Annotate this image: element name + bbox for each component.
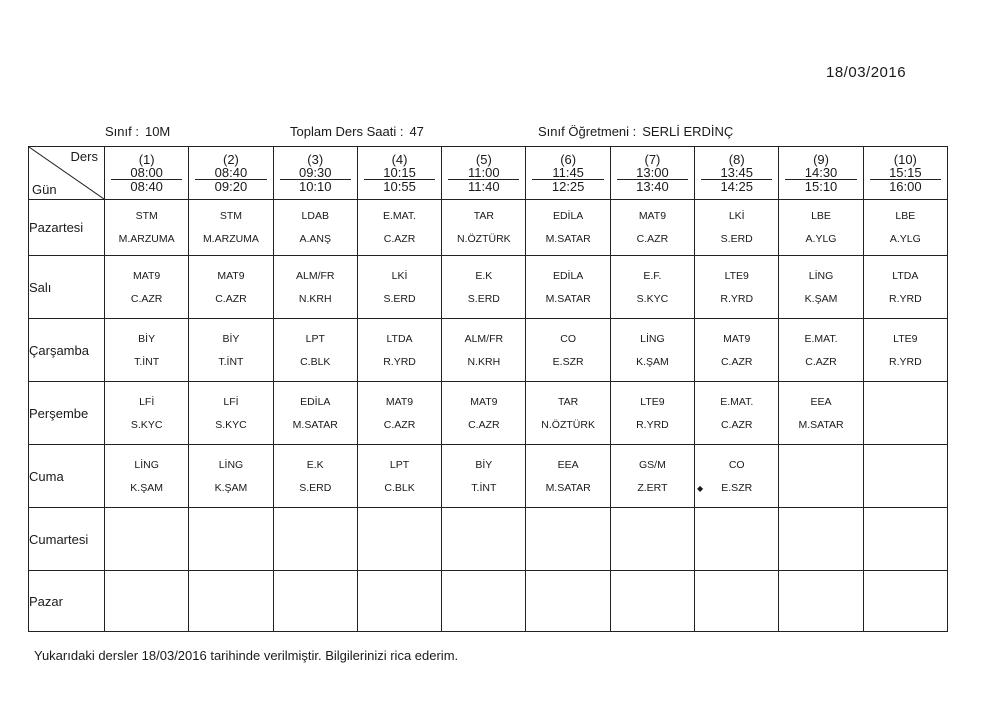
period-header xyxy=(610,147,694,200)
lesson-teacher: S.KYC xyxy=(636,292,669,305)
lesson-subject: EEA xyxy=(557,458,579,471)
lesson-teacher: R.YRD xyxy=(383,355,416,368)
lesson-teacher: S.ERD xyxy=(720,233,753,245)
lesson-cell xyxy=(779,445,863,508)
period-number: (1) xyxy=(138,152,155,167)
lesson-subject: STM xyxy=(135,210,158,222)
period-start: 08:40 xyxy=(214,165,248,180)
lesson-teacher: N.ÖZTÜRK xyxy=(457,233,511,245)
lesson-subject: E.MAT. xyxy=(720,395,754,408)
lesson-subject: EDİLA xyxy=(300,395,331,408)
period-start: 11:00 xyxy=(468,165,500,180)
period-number: (5) xyxy=(475,152,492,167)
lesson-subject: E.F. xyxy=(643,269,662,282)
lesson-cell xyxy=(863,571,947,632)
lesson-teacher: K.ŞAM xyxy=(636,355,669,368)
lesson-cell xyxy=(863,200,947,256)
lesson-cell xyxy=(695,256,779,319)
period-header xyxy=(779,147,863,200)
lesson-subject: LİNG xyxy=(640,332,665,345)
lesson-cell xyxy=(526,382,610,445)
lesson-cell xyxy=(357,256,441,319)
lesson-teacher: E.SZR xyxy=(721,481,753,494)
period-number: (8) xyxy=(728,152,745,167)
lesson-subject: LPT xyxy=(389,458,410,471)
corner-ders-label: Ders xyxy=(70,149,98,164)
period-header xyxy=(526,147,610,200)
lesson-teacher: N.KRH xyxy=(467,355,501,368)
day-label: Cumartesi xyxy=(29,508,105,571)
period-number: (7) xyxy=(644,152,661,167)
lesson-subject: LTDA xyxy=(892,269,919,282)
lesson-subject: LPT xyxy=(305,332,325,345)
lesson-cell xyxy=(273,319,357,382)
lesson-teacher: C.BLK xyxy=(384,481,415,494)
period-number: (2) xyxy=(223,152,239,167)
period-header xyxy=(273,147,357,200)
lesson-cell xyxy=(105,256,189,319)
lesson-teacher: A.YLG xyxy=(805,233,837,245)
total-hours-label: Toplam Ders Saati : xyxy=(290,124,404,139)
lesson-cell xyxy=(779,256,863,319)
corner-cell xyxy=(29,147,105,200)
timetable xyxy=(28,146,948,632)
class-info xyxy=(105,124,170,139)
lesson-teacher: M.SATAR xyxy=(545,481,591,494)
lesson-cell xyxy=(610,319,694,382)
lesson-subject: LİNG xyxy=(808,269,834,282)
lesson-subject: GS/M xyxy=(639,458,666,471)
lesson-cell xyxy=(695,319,779,382)
lesson-cell xyxy=(442,445,526,508)
lesson-cell xyxy=(189,319,273,382)
lesson-subject: EDİLA xyxy=(552,269,584,282)
lesson-teacher: C.AZR xyxy=(805,355,837,368)
lesson-cell xyxy=(105,571,189,632)
day-label: Pazartesi xyxy=(29,200,105,256)
lesson-teacher: R.YRD xyxy=(889,292,922,305)
lesson-subject: E.K xyxy=(306,458,324,471)
lesson-cell xyxy=(105,508,189,571)
lesson-subject: MAT9 xyxy=(723,332,751,345)
lesson-cell xyxy=(779,571,863,632)
lesson-subject: STM xyxy=(219,210,243,222)
lesson-cell xyxy=(863,319,947,382)
lesson-teacher: C.AZR xyxy=(383,418,416,431)
period-end: 13:40 xyxy=(617,179,688,193)
class-teacher-label: Sınıf Öğretmeni : xyxy=(538,124,637,139)
lesson-subject: LTE9 xyxy=(893,332,918,345)
lesson-cell xyxy=(695,508,779,571)
lesson-cell xyxy=(526,200,610,256)
lesson-teacher: M.ARZUMA xyxy=(202,233,259,245)
lesson-cell xyxy=(695,382,779,445)
period-start: 08:00 xyxy=(130,165,163,180)
period-end: 08:40 xyxy=(111,179,182,193)
period-start: 13:45 xyxy=(720,165,753,180)
lesson-cell xyxy=(357,445,441,508)
lesson-teacher: N.KRH xyxy=(298,292,332,305)
period-start: 13:00 xyxy=(636,165,669,180)
lesson-subject: LİNG xyxy=(218,458,244,471)
lesson-teacher: S.ERD xyxy=(383,292,416,305)
lesson-subject: E.K xyxy=(475,269,493,282)
lesson-cell xyxy=(189,445,273,508)
period-number: (3) xyxy=(307,152,324,167)
lesson-cell xyxy=(442,508,526,571)
period-header xyxy=(863,147,947,200)
period-end: 09:20 xyxy=(195,179,266,193)
lesson-teacher: C.AZR xyxy=(130,292,163,305)
day-label: Çarşamba xyxy=(29,319,105,382)
lesson-cell xyxy=(105,382,189,445)
lesson-cell xyxy=(610,508,694,571)
class-teacher-info xyxy=(538,124,733,139)
lesson-cell xyxy=(610,445,694,508)
period-number: (10) xyxy=(893,152,917,167)
lesson-subject: LİNG xyxy=(134,458,159,471)
lesson-subject: LDAB xyxy=(301,210,329,222)
period-number: (9) xyxy=(813,152,829,167)
lesson-teacher: T.İNT xyxy=(218,355,244,368)
lesson-cell xyxy=(779,200,863,256)
day-row xyxy=(29,319,948,382)
lesson-teacher: C.AZR xyxy=(720,418,753,431)
period-number: (6) xyxy=(560,152,577,167)
lesson-teacher: C.AZR xyxy=(468,418,500,431)
lesson-cell xyxy=(526,445,610,508)
lesson-teacher: S.KYC xyxy=(215,418,247,431)
period-start: 10:15 xyxy=(383,165,416,180)
lesson-teacher: A.ANŞ xyxy=(299,233,331,245)
lesson-teacher: R.YRD xyxy=(889,355,922,368)
lesson-subject: CO xyxy=(560,332,576,345)
period-end: 16:00 xyxy=(870,179,941,193)
lesson-cell xyxy=(442,256,526,319)
period-end: 14:25 xyxy=(701,179,772,193)
lesson-teacher: K.ŞAM xyxy=(804,292,838,305)
day-label: Perşembe xyxy=(29,382,105,445)
lesson-subject: LFİ xyxy=(223,395,239,408)
period-header xyxy=(442,147,526,200)
lesson-cell xyxy=(189,256,273,319)
lesson-teacher: S.ERD xyxy=(467,292,500,305)
class-value: 10M xyxy=(144,124,171,139)
lesson-cell xyxy=(189,508,273,571)
lesson-teacher: C.AZR xyxy=(383,233,416,245)
day-row xyxy=(29,256,948,319)
lesson-cell xyxy=(442,200,526,256)
period-header xyxy=(189,147,273,200)
lesson-subject: MAT9 xyxy=(638,210,667,222)
period-end: 12:25 xyxy=(532,179,603,193)
lesson-subject: E.MAT. xyxy=(383,210,417,222)
day-label: Salı xyxy=(29,256,105,319)
period-header xyxy=(695,147,779,200)
lesson-teacher: M.SATAR xyxy=(545,292,591,305)
period-number: (4) xyxy=(391,152,408,167)
day-row xyxy=(29,508,948,571)
lesson-teacher: A.YLG xyxy=(889,233,921,245)
lesson-subject: ALM/FR xyxy=(464,332,504,345)
lesson-subject: LKİ xyxy=(391,269,408,282)
lesson-subject: LBE xyxy=(895,210,916,222)
lesson-cell xyxy=(695,445,779,508)
lesson-cell xyxy=(105,200,189,256)
lesson-subject: EDİLA xyxy=(552,210,584,222)
period-start: 09:30 xyxy=(298,165,332,180)
class-teacher-value: SERLİ ERDİNÇ xyxy=(642,124,734,139)
lesson-subject: EEA xyxy=(810,395,832,408)
lesson-cell xyxy=(189,382,273,445)
day-row xyxy=(29,382,948,445)
document-date: 18/03/2016 xyxy=(826,64,907,81)
lesson-cell xyxy=(526,571,610,632)
lesson-subject: BİY xyxy=(475,458,493,471)
day-row xyxy=(29,445,948,508)
lesson-cell xyxy=(357,319,441,382)
day-label: Cuma xyxy=(29,445,105,508)
lesson-subject: MAT9 xyxy=(133,269,161,282)
lesson-subject: MAT9 xyxy=(470,395,498,408)
lesson-cell xyxy=(863,382,947,445)
day-label: Pazar xyxy=(29,571,105,632)
lesson-cell xyxy=(610,200,694,256)
lesson-subject: LTE9 xyxy=(640,395,665,408)
period-start: 11:45 xyxy=(552,165,584,180)
day-row xyxy=(29,571,948,632)
lesson-teacher: C.AZR xyxy=(636,233,669,245)
bullet-mark: ◆ xyxy=(697,484,704,493)
lesson-cell xyxy=(273,200,357,256)
lesson-teacher: S.ERD xyxy=(299,481,332,494)
lesson-cell xyxy=(442,571,526,632)
period-header xyxy=(357,147,441,200)
lesson-cell xyxy=(442,382,526,445)
lesson-cell xyxy=(779,382,863,445)
period-header xyxy=(105,147,189,200)
lesson-cell xyxy=(105,445,189,508)
lesson-subject: MAT9 xyxy=(217,269,245,282)
lesson-cell xyxy=(357,508,441,571)
lesson-teacher: M.SATAR xyxy=(798,418,844,431)
lesson-cell xyxy=(273,445,357,508)
lesson-cell xyxy=(695,571,779,632)
footer-note: Yukarıdaki dersler 18/03/2016 tarihinde verilmiştir. Bilgilerinizi rica ederim. xyxy=(34,648,459,663)
lesson-cell xyxy=(610,382,694,445)
lesson-subject: LKİ xyxy=(728,210,745,222)
lesson-teacher: M.SATAR xyxy=(292,418,338,431)
lesson-cell xyxy=(779,319,863,382)
lesson-teacher: R.YRD xyxy=(636,418,669,431)
lesson-teacher: C.AZR xyxy=(215,292,247,305)
lesson-cell xyxy=(273,256,357,319)
lesson-teacher: C.AZR xyxy=(720,355,753,368)
lesson-subject: LBE xyxy=(811,210,831,222)
lesson-cell xyxy=(526,508,610,571)
lesson-teacher: T.İNT xyxy=(471,481,497,494)
lesson-teacher: N.ÖZTÜRK xyxy=(541,418,595,431)
lesson-cell xyxy=(526,256,610,319)
lesson-cell xyxy=(526,319,610,382)
lesson-subject: BİY xyxy=(222,332,240,345)
lesson-cell xyxy=(442,319,526,382)
lesson-cell xyxy=(105,319,189,382)
period-end: 10:10 xyxy=(280,179,351,193)
lesson-teacher: K.ŞAM xyxy=(130,481,163,494)
lesson-teacher: M.ARZUMA xyxy=(118,233,175,245)
lesson-cell xyxy=(695,200,779,256)
timetable-body xyxy=(29,200,948,632)
lesson-cell xyxy=(189,200,273,256)
lesson-cell xyxy=(610,256,694,319)
lesson-cell xyxy=(273,382,357,445)
period-start: 14:30 xyxy=(804,165,838,180)
lesson-teacher: S.KYC xyxy=(130,418,163,431)
lesson-teacher: C.BLK xyxy=(300,355,331,368)
lesson-teacher: M.SATAR xyxy=(545,233,591,245)
lesson-cell xyxy=(863,445,947,508)
lesson-teacher: T.İNT xyxy=(134,355,160,368)
lesson-subject: CO xyxy=(728,458,745,471)
day-row xyxy=(29,200,948,256)
class-label: Sınıf : xyxy=(105,124,139,139)
lesson-subject: TAR xyxy=(558,395,579,408)
total-hours-info xyxy=(290,124,424,139)
corner-gun-label: Gün xyxy=(32,182,57,197)
lesson-cell xyxy=(357,382,441,445)
lesson-cell xyxy=(273,508,357,571)
lesson-teacher: E.SZR xyxy=(552,355,584,368)
lesson-cell xyxy=(357,200,441,256)
period-end: 15:10 xyxy=(785,179,856,193)
lesson-subject: E.MAT. xyxy=(804,332,838,345)
lesson-cell xyxy=(357,571,441,632)
lesson-subject: LTDA xyxy=(386,332,413,345)
lesson-subject: LTE9 xyxy=(724,269,749,282)
lesson-cell xyxy=(273,571,357,632)
lesson-cell xyxy=(189,571,273,632)
period-end: 10:55 xyxy=(364,179,435,193)
period-header-row xyxy=(29,147,948,200)
lesson-teacher: K.ŞAM xyxy=(214,481,248,494)
lesson-subject: LFİ xyxy=(139,395,155,408)
lesson-teacher: Z.ERT xyxy=(637,481,668,494)
period-end: 11:40 xyxy=(448,179,519,193)
lesson-subject: TAR xyxy=(473,210,494,222)
lesson-subject: ALM/FR xyxy=(295,269,335,282)
period-start: 15:15 xyxy=(889,165,922,180)
lesson-subject: BİY xyxy=(138,332,156,345)
total-hours-value: 47 xyxy=(409,124,424,139)
lesson-cell xyxy=(779,508,863,571)
lesson-teacher: R.YRD xyxy=(720,292,754,305)
lesson-cell xyxy=(863,256,947,319)
lesson-subject: MAT9 xyxy=(385,395,414,408)
lesson-cell xyxy=(863,508,947,571)
lesson-cell xyxy=(610,571,694,632)
